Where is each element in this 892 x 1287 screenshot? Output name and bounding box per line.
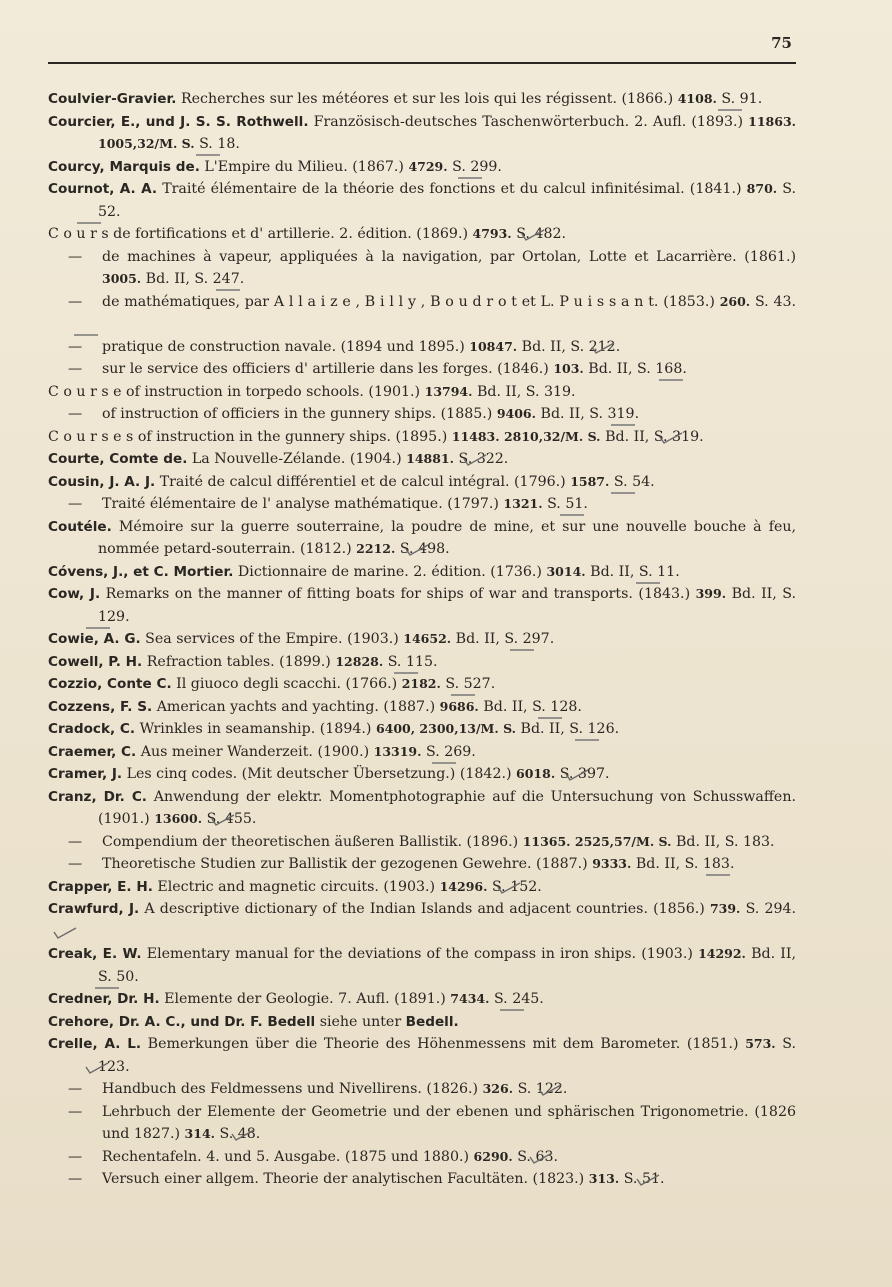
entry-page-ref: S. 123. <box>98 1036 797 1075</box>
ditto-dash: — <box>68 248 83 265</box>
entry-number: 4108. <box>677 91 717 106</box>
entry-page-ref: Bd. II, S. 183. <box>675 833 775 850</box>
entry-page-ref: S. 299. <box>452 158 502 175</box>
ditto-dash: — <box>68 293 83 310</box>
catalog-subentry <box>48 403 796 426</box>
entry-number: 1321. <box>503 496 543 511</box>
entry-author: Cowell, P. H. <box>48 653 143 670</box>
ditto-dash: — <box>68 1103 83 1120</box>
pencil-check-icon <box>264 1127 290 1141</box>
catalog-entry <box>48 763 796 786</box>
entry-page-ref: S. 48. <box>219 1126 261 1142</box>
pencil-dash-icon <box>659 480 687 484</box>
catalog-entry <box>48 898 796 943</box>
entry-number: 399. <box>695 586 727 601</box>
pencil-dash-icon <box>134 615 162 619</box>
pencil-dash-icon <box>586 705 614 709</box>
entry-number: 3014. <box>546 563 586 579</box>
pencil-check-icon <box>102 925 128 939</box>
pencil-check-icon <box>512 452 538 466</box>
entry-number: 4729. <box>408 158 448 174</box>
pencil-check-icon <box>562 1150 588 1164</box>
entry-number: 6018. <box>516 766 556 781</box>
entry-number: 14652. <box>403 631 452 646</box>
entry-title: Traité de calcul différentiel et de calcul intégral. (1796.) <box>159 473 566 490</box>
entry-page-ref: Bd. II, S. 212. <box>521 338 621 355</box>
entry-page-ref: S. 115. <box>387 653 438 670</box>
catalog-entry <box>48 561 796 584</box>
entry-number: 13600. <box>154 811 203 826</box>
entry-page-ref: Bd. II, S. 247. <box>145 271 245 287</box>
pencil-check-icon <box>546 880 572 894</box>
entry-author: Cóvens, J., et C. Mortier. <box>48 563 234 580</box>
pencil-check-icon <box>669 1172 695 1186</box>
header-rule <box>48 62 796 64</box>
entry-page-ref: S. 122. <box>517 1081 568 1097</box>
pencil-dash-icon <box>623 727 651 731</box>
entry-page-ref: Bd. II, S. 11. <box>590 563 680 580</box>
catalog-entry <box>48 1011 796 1034</box>
entry-title: American yachts and yachting. (1887.) <box>156 698 436 715</box>
catalog-entry <box>48 786 796 831</box>
entry-author: Courcier, E., und J. S. S. Rothwell. <box>48 113 309 130</box>
entry-number: 9333. <box>592 856 632 871</box>
entry-page-ref: S. 18. <box>199 136 240 152</box>
ditto-dash: — <box>68 496 83 512</box>
entry-page-ref: Bd. II, S. 168. <box>588 361 687 377</box>
pencil-check-icon <box>134 1060 160 1074</box>
pencil-dash-icon <box>248 277 276 281</box>
pencil-check-icon <box>571 1082 597 1096</box>
catalog-subentry <box>48 1101 796 1146</box>
entry-author: Courte, Comte de. <box>48 451 188 467</box>
catalog-subentry <box>48 1168 796 1191</box>
entry-number: 103. <box>553 361 584 376</box>
entry-title: Sea services of the Empire. (1903.) <box>145 631 399 647</box>
catalog-subentry <box>48 831 796 854</box>
entry-page-ref: Bd. II, S. 297. <box>455 631 555 647</box>
ditto-dash: — <box>68 856 83 872</box>
entry-page-ref: S. 152. <box>491 878 542 895</box>
pencil-check-icon <box>624 340 650 354</box>
catalog-entry <box>48 471 796 494</box>
pencil-dash-icon <box>558 637 586 641</box>
entry-page-ref: S. 269. <box>426 743 476 760</box>
entry-author: Credner, Dr. H. <box>48 991 160 1007</box>
entry-title: C o u r s e s of instruction in the gunnery ships. (1895.) <box>48 428 448 445</box>
pencil-dash-icon <box>125 210 153 214</box>
pencil-check-icon <box>708 430 734 444</box>
catalog-subentry <box>48 853 796 876</box>
entry-page-ref: S. 245. <box>493 991 544 1007</box>
catalog-entry <box>48 111 796 156</box>
entry-title: Mémoire sur la guerre souterraine, la poudre de mine, et sur une nouvelle bouche à feu, nommée petard-souterrain. (1812.) <box>98 518 796 557</box>
catalog-subentry <box>48 493 796 516</box>
catalog-entry <box>48 673 796 696</box>
entry-title: C o u r s de fortifications et d' artillerie. 2. édition. (1869.) <box>48 226 468 242</box>
entry-author: Creak, E. W. <box>48 946 142 962</box>
entry-title: Il giuoco degli scacchi. (1766.) <box>176 676 398 692</box>
entry-title: Electric and magnetic circuits. (1903.) <box>157 878 436 895</box>
entry-number: 870. <box>746 181 778 196</box>
pencil-dash-icon <box>592 502 620 506</box>
catalog-subentry <box>48 291 796 336</box>
entry-page-ref: Bd. II, S. 319. <box>540 406 640 422</box>
entry-author: Cournot, A. A. <box>48 181 158 197</box>
entry-page-ref: Bd. II, S. 319. <box>476 383 576 400</box>
pencil-dash-icon <box>684 570 712 574</box>
entry-page-ref: Bd. II, S. 129. <box>98 586 797 625</box>
entry-author: Coutéle. <box>48 518 112 535</box>
entry-title: Bemerkungen über die Theorie des Höhenmessens mit dem Barometer. (1851.) <box>147 1036 739 1052</box>
catalog-entry <box>48 628 796 651</box>
entry-number: 11365. 2525,57/M. S. <box>522 833 672 849</box>
catalog-entry <box>48 381 796 404</box>
entry-author: Cozzio, Conte C. <box>48 676 172 692</box>
ditto-dash: — <box>68 361 83 377</box>
pencil-dash-icon <box>506 165 534 169</box>
entry-title: Aus meiner Wanderzeit. (1900.) <box>140 743 370 760</box>
catalog-entry <box>48 448 796 471</box>
catalog-entry <box>48 223 796 246</box>
entry-title: pratique de construction navale. (1894 und 1895.) <box>102 338 465 355</box>
entry-number: 6400, 2300,13/M. S. <box>375 721 517 736</box>
entry-author: Cow, J. <box>48 586 101 602</box>
catalog-subentry <box>48 358 796 381</box>
entry-title: Refraction tables. (1899.) <box>146 653 331 670</box>
entry-number: 2182. <box>401 676 441 691</box>
entry-number: 14296. <box>439 878 488 894</box>
ditto-dash: — <box>68 833 83 850</box>
entry-number: 14292. <box>698 946 746 961</box>
entry-title: A descriptive dictionary of the Indian Islands and adjacent countries. (1856.) <box>144 901 705 917</box>
entry-page-ref: S. 51. <box>623 1171 665 1187</box>
pencil-dash-icon <box>548 997 576 1001</box>
catalog-entry <box>48 943 796 988</box>
entry-page-ref: S. 397. <box>559 766 610 782</box>
ditto-dash: — <box>68 1148 83 1165</box>
pencil-dash-icon <box>143 975 171 979</box>
entry-title: de mathématiques, par A l l a i z e , B i l l y , B o u d r o t et L. P u i s s a n t. (1853.) <box>102 293 715 310</box>
entry-page-ref: S. 294. <box>745 901 797 917</box>
entry-number: 9686. <box>439 698 479 714</box>
catalog-entry <box>48 1033 796 1078</box>
catalog-subentry <box>48 1146 796 1169</box>
entry-page-ref: S. 498. <box>399 541 450 557</box>
entry-number: 314. <box>184 1126 215 1141</box>
catalog-entry <box>48 876 796 899</box>
entry-author: Cranz, Dr. C. <box>48 788 147 805</box>
entry-title: Elemente der Geologie. 7. Aufl. (1891.) <box>164 991 446 1007</box>
entry-page-ref: S. 63. <box>517 1148 559 1165</box>
entry-title: Compendium der theoretischen äußeren Ballistik. (1896.) <box>102 833 519 850</box>
entry-title: Theoretische Studien zur Ballistik der gezogenen Gewehre. (1887.) <box>102 856 588 872</box>
pencil-dash-icon <box>691 367 719 371</box>
pencil-check-icon <box>614 767 640 781</box>
entry-author: Crapper, E. H. <box>48 878 153 895</box>
entry-title: Französisch-deutsches Taschenwörterbuch. 2. Aufl. (1893.) <box>313 113 744 130</box>
entry-page-ref: S. 54. <box>613 473 655 490</box>
catalog-entry <box>48 88 796 111</box>
entry-title: Anwendung der elektr. Momentphotographie auf die Untersuchung von Schusswaffen. (1901.) <box>98 788 796 827</box>
entry-page-ref: S. 52. <box>98 181 797 220</box>
entry-number: 9406. <box>496 406 536 421</box>
entry-title: Traité élémentaire de la théorie des fonctions et du calcul infinitésimal. (1841.) <box>162 181 742 197</box>
entry-number: 3005. <box>102 271 142 286</box>
entry-author: Crehore, Dr. A. C., und Dr. F. Bedell <box>48 1013 316 1030</box>
entry-author: Cowie, A. G. <box>48 631 141 647</box>
entry-number: 326. <box>482 1081 514 1096</box>
catalog-entry <box>48 696 796 719</box>
entry-number: 260. <box>719 293 751 309</box>
entry-author: Craemer, C. <box>48 743 137 760</box>
catalog-entry <box>48 651 796 674</box>
entry-number: 2212. <box>356 541 396 556</box>
entry-number: 11863. 1005,32/M. S. <box>98 113 796 151</box>
entry-title: Remarks on the manner of fitting boats for ships of war and transports. (1843.) <box>105 586 691 602</box>
pencil-dash-icon <box>442 660 470 664</box>
entry-author: Crelle, A. L. <box>48 1036 142 1052</box>
catalog-subentry <box>48 1078 796 1101</box>
catalog-entry <box>48 583 796 628</box>
entry-page-ref: S. 51. <box>547 496 588 512</box>
ditto-dash: — <box>68 1081 83 1097</box>
entry-author: Cramer, J. <box>48 766 123 782</box>
entry-author: Cradock, C. <box>48 721 136 737</box>
entry-page-ref: Bd. II, S. 183. <box>635 856 735 872</box>
catalog-subentry <box>48 336 796 359</box>
entry-number: 11483. 2810,32/M. S. <box>451 428 601 444</box>
pencil-dash-icon <box>244 142 272 146</box>
entry-title: L'Empire du Milieu. (1867.) <box>204 158 404 175</box>
entry-author: Courcy, Marquis de. <box>48 158 200 175</box>
catalog-entry <box>48 156 796 179</box>
entry-list <box>48 88 796 1191</box>
ditto-dash: — <box>68 1171 83 1187</box>
catalog-entry <box>48 178 796 223</box>
entry-page-ref: S. 482. <box>516 226 567 242</box>
entry-page-ref: S. 455. <box>206 811 257 827</box>
entry-number: 13319. <box>373 743 422 759</box>
entry-title: Versuch einer allgem. Theorie der analytischen Facultäten. (1823.) <box>102 1171 585 1187</box>
entry-page-ref: S. 322. <box>458 451 509 467</box>
catalog-entry <box>48 426 796 449</box>
entry-title: Traité élémentaire de l' analyse mathématique. (1797.) <box>102 496 499 512</box>
entry-page-ref: Bd. II, S. 126. <box>520 721 620 737</box>
entry-number: 313. <box>588 1171 620 1186</box>
entry-page-ref: Bd. II, S. 50. <box>98 946 797 985</box>
entry-page-ref: S. 91. <box>721 91 763 107</box>
entry-number: 6290. <box>473 1148 513 1164</box>
pencil-dash-icon <box>499 682 527 686</box>
entry-title: C o u r s e of instruction in torpedo schools. (1901.) <box>48 383 421 400</box>
pencil-check-icon <box>260 812 286 826</box>
entry-title: sur le service des officiers d' artillerie dans les forges. (1846.) <box>102 361 549 377</box>
entry-title: La Nouvelle-Zélande. (1904.) <box>191 451 402 467</box>
page-number: 75 <box>771 34 792 52</box>
entry-number: 13794. <box>424 383 473 399</box>
entry-page-ref: S. 527. <box>445 676 496 692</box>
pencil-check-icon <box>454 542 480 556</box>
pencil-dash-icon <box>643 412 671 416</box>
entry-number: 12828. <box>335 653 384 669</box>
entry-title: Recherches sur les météores et sur les lois qui les régissent. (1866.) <box>180 91 674 107</box>
ditto-dash: — <box>68 338 83 355</box>
catalog-entry <box>48 741 796 764</box>
entry-title: of instruction of officiers in the gunnery ships. (1885.) <box>102 406 493 422</box>
entry-title: Handbuch des Feldmessens und Nivellirens. (1826.) <box>102 1081 479 1097</box>
entry-title: de machines à vapeur, appliquées à la navigation, par Ortolan, Lotte et Lacarrière. (1861.) <box>102 248 796 265</box>
entry-number: 739. <box>709 901 741 916</box>
catalog-entry <box>48 988 796 1011</box>
entry-page-ref: Bd. II, S. 319. <box>605 428 704 445</box>
entry-number: 4793. <box>472 226 512 241</box>
pencil-check-icon <box>570 227 596 241</box>
entry-title: siehe unter <box>319 1013 402 1030</box>
catalog-entry <box>48 718 796 741</box>
entry-number: 1587. <box>570 473 610 489</box>
entry-title: Rechentafeln. 4. und 5. Ausgabe. (1875 und 1880.) <box>102 1148 470 1165</box>
entry-author: Crawfurd, J. <box>48 901 140 917</box>
entry-author: Cozzens, F. S. <box>48 698 153 715</box>
pencil-dash-icon <box>480 750 508 754</box>
ditto-dash: — <box>68 406 83 422</box>
pencil-dash-icon <box>766 97 794 101</box>
pencil-dash-icon <box>106 322 134 326</box>
entry-title: Les cinq codes. (Mit deutscher Übersetzung.) (1842.) <box>126 766 512 782</box>
entry-author: Cousin, J. A. J. <box>48 473 156 490</box>
pencil-dash-icon <box>738 862 766 866</box>
entry-page-ref: Bedell. <box>405 1013 459 1030</box>
entry-title: Wrinkles in seamanship. (1894.) <box>139 721 372 737</box>
entry-author: Coulvier-Gravier. <box>48 91 177 107</box>
catalog-subentry <box>48 246 796 291</box>
catalog-entry <box>48 516 796 561</box>
entry-title: Dictionnaire de marine. 2. édition. (1736.) <box>237 563 542 580</box>
entry-number: 14881. <box>406 451 454 466</box>
entry-number: 573. <box>745 1036 776 1051</box>
entry-number: 7434. <box>450 991 490 1006</box>
entry-title: Elementary manual for the deviations of the compass in iron ships. (1903.) <box>146 946 693 962</box>
entry-page-ref: Bd. II, S. 128. <box>483 698 582 715</box>
entry-title: Lehrbuch der Elemente der Geometrie und der ebenen und sphärischen Trigonometrie. (1826 und 1827.) <box>102 1103 796 1142</box>
entry-page-ref: S. 43. <box>754 293 797 310</box>
entry-number: 10847. <box>469 338 518 354</box>
